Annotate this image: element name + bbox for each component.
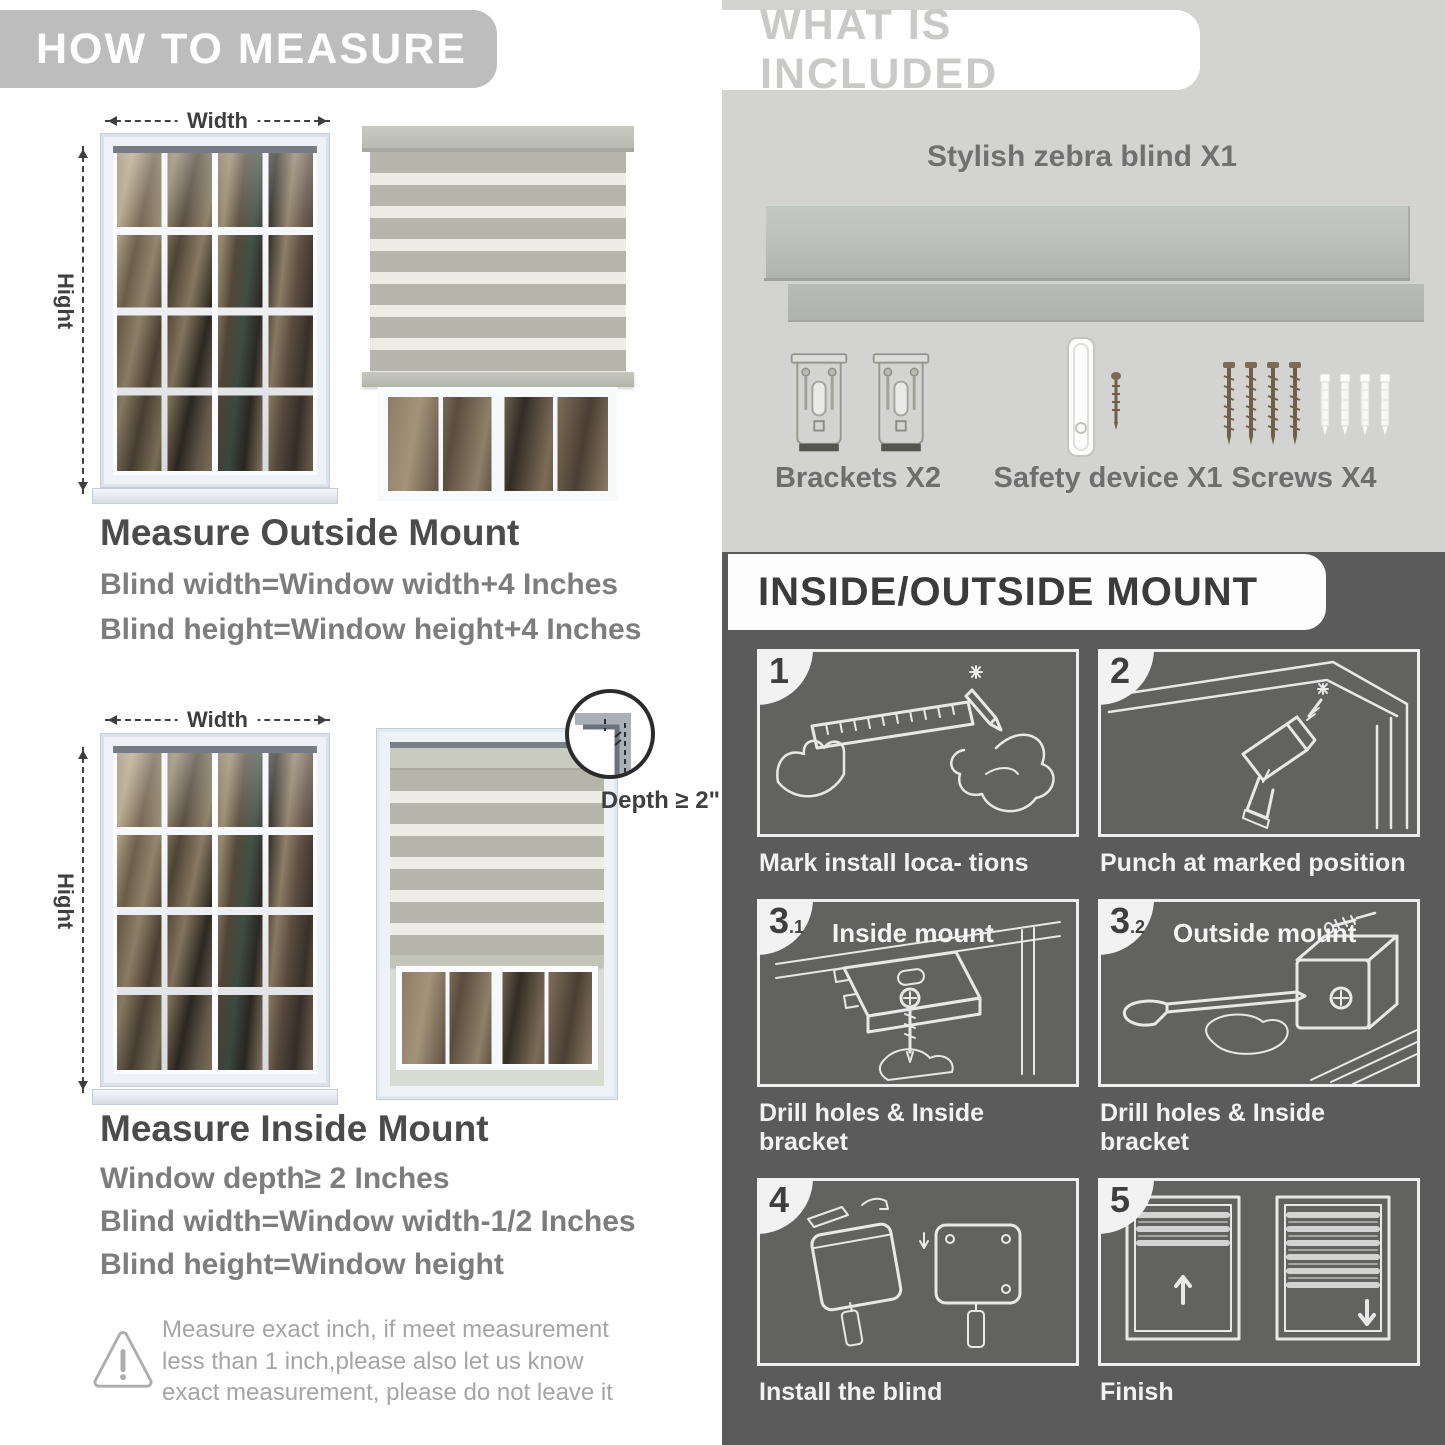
inside-mount-heading: Measure Inside Mount [100, 1108, 489, 1149]
safety-device-label: Safety device X1 [993, 462, 1223, 494]
pane-grid [388, 397, 608, 491]
outside-mount-heading: Measure Outside Mount [100, 512, 520, 553]
step-4 [757, 1178, 1079, 1407]
step1-mark-illustration [760, 652, 1076, 834]
step-title: Inside mount [832, 918, 994, 948]
step-3-2-tile [1098, 899, 1420, 1087]
step-number: 4 [769, 1179, 790, 1220]
warning-triangle-icon [90, 1320, 156, 1398]
blind-bottom-rail [362, 372, 634, 387]
step-5-caption: Finish [1100, 1378, 1174, 1406]
window-pane-right [218, 150, 313, 471]
how-to-measure-header [0, 10, 497, 88]
inside-mount-line3: Blind height=Window height [100, 1248, 504, 1281]
window-illustration [100, 133, 330, 488]
inside-mount-line2: Blind width=Window width-1/2 Inches [100, 1205, 636, 1238]
step2-drill-illustration [1101, 652, 1417, 834]
screws-icon [1217, 356, 1397, 452]
step-sub-number: .2 [1130, 917, 1146, 937]
step-3-1 [757, 899, 1079, 1157]
window-below-blind [396, 966, 598, 1070]
screws-label: Screws X4 [1231, 462, 1377, 494]
width-label: Width [177, 108, 258, 134]
width-label: Width [177, 707, 258, 733]
what-is-included-header [722, 1, 1200, 98]
window-lintel [113, 146, 317, 153]
inside-mount-figure [53, 705, 720, 1105]
window-lintel [113, 746, 317, 753]
window-doors [113, 746, 317, 1074]
mount-section-header [728, 554, 1326, 630]
step-number: 3 [769, 900, 790, 941]
safety-device-icon [1052, 334, 1136, 466]
window-sill [92, 488, 338, 504]
width-dimension-arrow [105, 707, 330, 732]
what-is-included-title: WHAT IS INCLUDED [760, 1, 999, 98]
step-3-1-tile [757, 899, 1079, 1087]
depth-label: Depth ≥ 2" [600, 787, 720, 814]
outside-mount-figure [53, 108, 660, 508]
step-4-tile [757, 1178, 1079, 1366]
step-2-caption: Punch at marked position [1100, 849, 1406, 877]
step-1 [757, 649, 1079, 878]
step-title: Outside mount [1173, 918, 1357, 948]
step5-finish-illustration [1101, 1181, 1417, 1363]
bracket-icon [868, 348, 934, 466]
height-dimension-arrow [82, 146, 84, 494]
step-3-2-caption: Drill holes & Inside bracket [1100, 1099, 1326, 1156]
depth-magnifier-icon [565, 689, 655, 779]
step-5-tile [1098, 1178, 1420, 1366]
step-number: 1 [769, 650, 790, 691]
step-2-tile [1098, 649, 1420, 837]
pane-grid [402, 972, 592, 1064]
height-dimension-arrow [82, 747, 84, 1093]
what-is-included-section [722, 0, 1445, 552]
inside-outside-mount-section [722, 552, 1445, 1445]
zebra-blind-package-roll [788, 284, 1424, 322]
inside-mount-line1: Window depth≥ 2 Inches [100, 1162, 450, 1195]
step-sub-number: .1 [789, 917, 805, 937]
step-4-caption: Install the blind [759, 1378, 943, 1406]
measurement-warning-text: Measure exact inch, if meet measurement less than 1 inch,please also let us know exact measurement, please do not leave it [162, 1316, 613, 1407]
step-2 [1098, 649, 1420, 878]
blind-bottom-rail [390, 955, 604, 966]
width-dimension-arrow [105, 108, 330, 133]
zebra-blind-package-cassette [764, 205, 1410, 281]
step-5 [1098, 1178, 1420, 1407]
step-3-1-caption: Drill holes & Inside bracket [759, 1099, 985, 1156]
bracket-icon [786, 348, 852, 466]
window-pane-left [117, 150, 212, 471]
step-number: 2 [1110, 650, 1131, 691]
blind-cassette [362, 126, 634, 152]
installation-steps [757, 649, 1420, 1407]
height-label: Hight [53, 873, 78, 930]
inside-mounted-blind-window [376, 728, 618, 1100]
window-below-blind [378, 387, 618, 501]
zebra-fabric [370, 152, 626, 372]
window-pane-right [218, 750, 313, 1070]
outside-mount-line2: Blind height=Window height+4 Inches [100, 613, 642, 646]
step-number: 3 [1110, 900, 1131, 941]
window-doors [113, 146, 317, 475]
height-label: Hight [53, 273, 78, 330]
mount-section-title: INSIDE/OUTSIDE MOUNT [758, 569, 1259, 614]
step-1-tile [757, 649, 1079, 837]
step4-install-illustration [760, 1181, 1076, 1363]
brackets-label: Brackets X2 [774, 462, 942, 494]
outside-mount-line1: Blind width=Window width+4 Inches [100, 568, 619, 601]
step-3-2 [1098, 899, 1420, 1157]
step-1-caption: Mark install loca- tions [759, 849, 1029, 877]
window-pane-left [117, 750, 212, 1070]
how-to-measure-title: HOW TO MEASURE [36, 24, 467, 73]
step-number: 5 [1110, 1179, 1131, 1220]
window-illustration [100, 733, 330, 1087]
window-sill [92, 1089, 338, 1105]
blind-item-label: Stylish zebra blind X1 [926, 140, 1238, 173]
